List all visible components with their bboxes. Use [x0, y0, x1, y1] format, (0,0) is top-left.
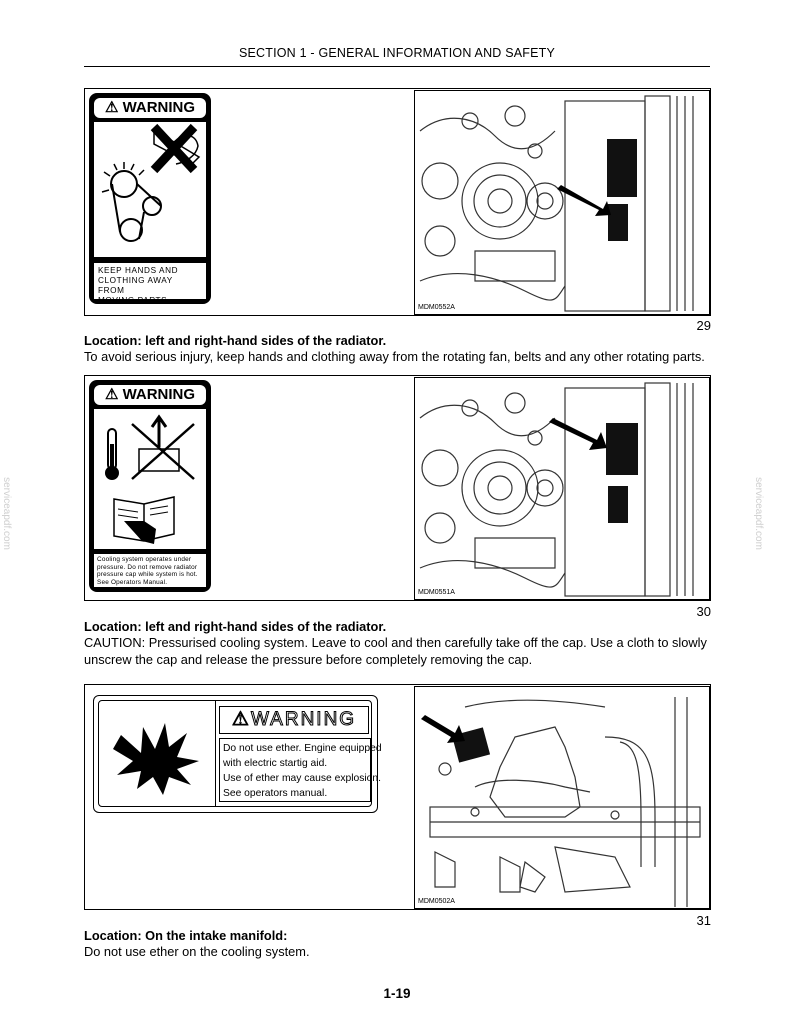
- photo-reference-code: MDM0551A: [418, 589, 455, 596]
- photo-reference-code: MDM0502A: [418, 898, 455, 905]
- figure-number: 30: [696, 604, 711, 619]
- decal-divider: [215, 701, 216, 806]
- decal-text-box: [219, 738, 382, 802]
- explosion-icon: [103, 705, 213, 803]
- figure-description: To avoid serious injury, keep hands and clothing away from the rotating fan, belts and any other rotating parts.: [84, 349, 705, 364]
- decal-warning-text: Cooling system operates under pressure. Do not remove radiator pressure cap while system is hot. See Operators Manual.: [97, 556, 198, 586]
- decal-text-line: Do not use ether. Engine equipped: [223, 743, 382, 754]
- watermark-left: serviceapdf.com: [0, 477, 12, 550]
- figure-description: Do not use ether on the cooling system.: [84, 944, 310, 959]
- decal-pictogram-area: [94, 122, 206, 257]
- intake-manifold-illustration: [415, 687, 710, 909]
- watermark-right: serviceapdf.com: [752, 477, 764, 550]
- page-number: 1-19: [383, 986, 411, 1001]
- decal-text-box: [94, 554, 206, 587]
- warning-triangle-icon: ⚠: [104, 99, 119, 116]
- figure-location: Location: left and right-hand sides of the radiator.: [84, 619, 387, 634]
- decal-warning-heading: ⚠ WARNING: [94, 98, 206, 118]
- decal-text-line: with electric startig aid.: [223, 758, 328, 769]
- intake-manifold-photo: [414, 686, 710, 909]
- header-rule: [84, 66, 710, 67]
- figure-number: 31: [696, 913, 711, 928]
- figure-31-panel: [84, 684, 711, 910]
- hot-coolant-pictogram: [94, 409, 206, 549]
- figure-location: Location: On the intake manifold:: [84, 928, 288, 943]
- decal-warning-heading: ⚠ WARNING: [94, 385, 206, 405]
- figure-description: CAUTION: Pressurised cooling system. Leave to cool and then carefully take off the cap. Use a cloth to slowly unscrew the cap and release the pressure before completely removing the cap.: [84, 635, 707, 667]
- decal-warning-heading: ⚠WARNING: [219, 706, 369, 734]
- engine-radiator-illustration: [415, 378, 710, 600]
- rotating-fan-belt-pictogram: [94, 122, 206, 257]
- decal-text-box: [94, 263, 206, 305]
- engine-radiator-illustration: [415, 91, 710, 315]
- radiator-photo: [414, 90, 710, 315]
- figure-number: 29: [696, 318, 711, 333]
- photo-reference-code: MDM0552A: [418, 304, 455, 311]
- warning-triangle-icon: ⚠: [104, 386, 119, 403]
- decal-no-ether: [93, 695, 382, 813]
- section-header: SECTION 1 - GENERAL INFORMATION AND SAFETY: [238, 46, 556, 60]
- figure-location: Location: left and right-hand sides of the radiator.: [84, 333, 387, 348]
- radiator-photo: [414, 377, 710, 600]
- decal-warning-text: KEEP HANDS AND CLOTHING AWAY FROM MOVING PARTS.: [98, 266, 179, 305]
- decal-text-line: Use of ether may cause explosion.: [223, 773, 381, 784]
- decal-pictogram-area: [94, 409, 206, 549]
- decal-cooling-system: [89, 380, 211, 592]
- warning-triangle-icon: ⚠: [231, 709, 251, 730]
- figure-29-panel: [84, 88, 711, 316]
- decal-text-line: See operators manual.: [223, 788, 328, 799]
- figure-30-panel: [84, 375, 711, 601]
- decal-keep-hands-away: [89, 93, 211, 304]
- decal-inner-frame: [98, 700, 382, 807]
